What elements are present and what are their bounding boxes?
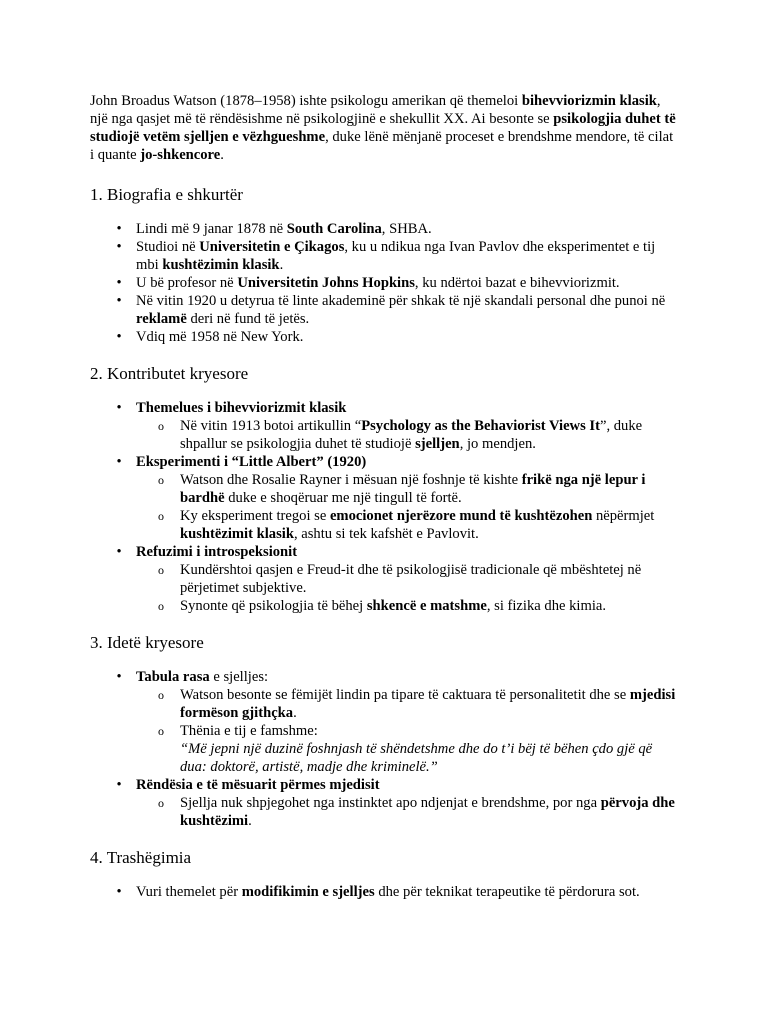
intro-paragraph (90, 92, 680, 164)
intro-text: , duke lënë mënjanë proceset e brendshme mendore, të cilat i quante (90, 129, 674, 163)
body-text: deri në fund të jetës. (186, 311, 310, 327)
bold-text: reklamë (136, 311, 187, 327)
section-heading: 4. Trashëgimia (90, 848, 192, 867)
list-item (90, 883, 680, 901)
sub-list-item (136, 597, 680, 615)
sub-bullet-icon: o (158, 509, 164, 523)
bold-text: sjelljen (415, 436, 460, 452)
sub-list (136, 471, 680, 543)
body-text: , jo mendjen. (459, 436, 536, 452)
list-item (90, 453, 680, 543)
body-text: Lindi më 9 janar 1878 në (136, 221, 287, 237)
sub-bullet-icon: o (158, 563, 164, 577)
bullet-icon: • (116, 884, 122, 900)
body-text: Në vitin 1913 botoi artikullin “ (180, 418, 362, 434)
bullet-icon: • (116, 293, 122, 309)
body-text: U bë profesor në (136, 275, 238, 291)
body-text: . (293, 705, 297, 721)
bullet-list (90, 668, 680, 830)
sub-list (136, 417, 680, 453)
bullet-icon: • (116, 777, 122, 793)
bold-text: Psychology as the Behaviorist Views It (361, 418, 600, 434)
bold-text: emocionet njerëzore mund të kushtëzohen (329, 508, 593, 524)
list-item (90, 328, 680, 346)
bullet-icon: • (116, 544, 122, 560)
body-text: . (279, 257, 284, 273)
famous-quote: “Më jepni një duzinë foshnjash të shëndetshme dhe do t’i bëj të bëhen çdo gjë që dua: doktorë, artistë, madje dhe kriminelë.” (180, 741, 653, 775)
bullet-icon: • (116, 239, 122, 255)
sub-list-item (136, 471, 680, 507)
sub-bullet-icon: o (158, 599, 164, 613)
body-text: Studioi në (136, 239, 200, 255)
list-item (90, 776, 680, 830)
intro-text: , një nga qasjet më të rëndësishme në psikologjinë e shekullit XX. Ai besonte se (90, 93, 661, 127)
intro-bold: jo-shkencore (140, 147, 221, 163)
sub-list (136, 561, 680, 615)
list-item (90, 220, 680, 238)
bold-text: Eksperimenti i “Little Albert” (1920) (136, 454, 367, 470)
bullet-list (90, 220, 680, 346)
body-text: . (248, 813, 252, 829)
body-text: , ashtu si tek kafshët e Pavlovit. (293, 526, 479, 542)
bullet-icon: • (116, 400, 122, 416)
body-text: duke e shoqëruar me një tingull të fortë. (224, 490, 462, 506)
body-text: , si fizika dhe kimia. (486, 598, 606, 614)
bold-text: frikë nga një lepur i bardhë (180, 472, 646, 506)
bullet-icon: • (116, 221, 122, 237)
body-text: Vdiq më 1958 në New York. (136, 329, 304, 345)
body-text: nëpërmjet (592, 508, 655, 524)
sub-bullet-icon: o (158, 688, 164, 702)
sub-list-item (136, 561, 680, 597)
list-item (90, 292, 680, 328)
body-text: Thënia e tij e famshme: (180, 723, 318, 739)
body-text: Synonte që psikologjia të bëhej (180, 598, 367, 614)
body-text: , ku ndërtoi bazat e bihevviorizmit. (414, 275, 620, 291)
bold-text: Universitetin Johns Hopkins (237, 275, 415, 291)
sub-list-item (136, 417, 680, 453)
body-text: Kundërshtoi qasjen e Freud-it dhe të psikologjisë tradicionale që mbështetej në përjetimet subjektive. (180, 562, 642, 596)
list-item (90, 668, 680, 776)
sub-list-item (136, 722, 680, 776)
body-text: Sjellja nuk shpjegohet nga instinktet apo ndjenjat e brendshme, por nga (180, 795, 601, 811)
intro-bold: psikologjia duhet të studiojë vetëm sjelljen e vëzhgueshme (90, 111, 676, 145)
bold-text: kushtëzimit klasik (180, 526, 294, 542)
bold-text: Refuzimi i introspeksionit (136, 544, 298, 560)
section-heading: 3. Idetë kryesore (90, 633, 204, 652)
sub-bullet-icon: o (158, 796, 164, 810)
bullet-icon: • (116, 669, 122, 685)
bullet-icon: • (116, 275, 122, 291)
sub-list-item (136, 507, 680, 543)
body-text: Vuri themelet për (136, 884, 242, 900)
list-item (90, 543, 680, 615)
intro-bold: bihevviorizmin klasik (521, 93, 657, 109)
bold-text: përvoja dhe kushtëzimi (180, 795, 675, 829)
bold-text: modifikimin e sjelljes (241, 884, 375, 900)
bullet-list (90, 399, 680, 615)
sub-list (136, 794, 680, 830)
bullet-icon: • (116, 454, 122, 470)
bold-text: mjedisi formëson gjithçka (180, 687, 676, 721)
body-text: , ku u ndikua nga Ivan Pavlov dhe eksperimentet e tij mbi (136, 239, 656, 273)
bold-text: Tabula rasa (136, 669, 210, 685)
list-item (90, 238, 680, 274)
body-text: e sjelljes: (209, 669, 269, 685)
bold-text: Rëndësia e të mësuarit përmes mjedisit (136, 777, 380, 793)
body-text: Watson besonte se fëmijët lindin pa tipare të caktuara të personalitetit dhe se (180, 687, 630, 703)
sub-bullet-icon: o (158, 724, 164, 738)
body-text: Në vitin 1920 u detyrua të linte akademinë për shkak të një skandali personal dhe punoi në (136, 293, 666, 309)
bold-text: Themelues i bihevviorizmit klasik (136, 400, 347, 416)
document-body (90, 92, 680, 901)
bullet-list (90, 883, 680, 901)
bullet-icon: • (116, 329, 122, 345)
body-text: dhe për teknikat terapeutike të përdorura sot. (374, 884, 640, 900)
sub-bullet-icon: o (158, 419, 164, 433)
bold-text: Universitetin e Çikagos (199, 239, 345, 255)
list-item (90, 274, 680, 292)
body-text: , SHBA. (381, 221, 432, 237)
section-heading: 1. Biografia e shkurtër (90, 185, 243, 204)
section-heading: 2. Kontributet kryesore (90, 364, 249, 383)
sub-bullet-icon: o (158, 473, 164, 487)
bold-text: shkencë e matshme (366, 598, 487, 614)
sub-list-item (136, 794, 680, 830)
body-text: Watson dhe Rosalie Rayner i mësuan një foshnje të kishte (180, 472, 522, 488)
bold-text: South Carolina (286, 221, 382, 237)
body-text: ”, duke shpallur se psikologjia duhet të studiojë (180, 418, 643, 452)
list-item (90, 399, 680, 453)
sub-list (136, 686, 680, 776)
bold-text: kushtëzimin klasik (162, 257, 280, 273)
intro-text: . (220, 147, 224, 163)
intro-text: John Broadus Watson (1878–1958) ishte psikologu amerikan që themeloi (90, 93, 522, 109)
sub-list-item (136, 686, 680, 722)
body-text: Ky eksperiment tregoi se (180, 508, 330, 524)
